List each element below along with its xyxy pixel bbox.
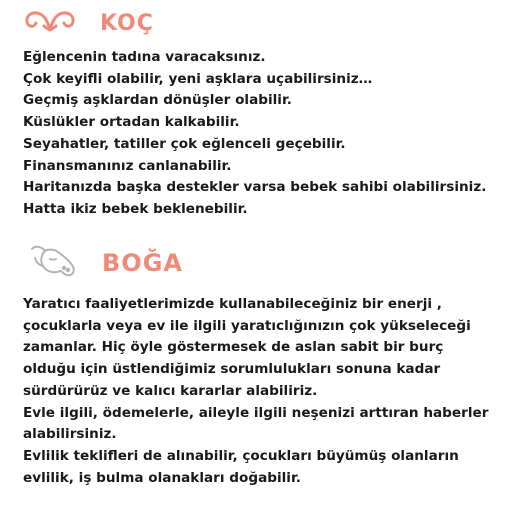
text-line: evlilik, iş bulma olanakları doğabilir.: [23, 469, 301, 486]
text-line: çocuklarla veya ev ile ilgili yaratıclığınızın çok yükseleceği: [23, 317, 471, 334]
text-line: Geçmiş aşklardan dönüşler olabilir.: [23, 92, 292, 109]
text-line: Evle ilgili, ödemelerle, aileyle ilgili neşenizi arttıran haberler: [23, 404, 489, 421]
text-line: Yaratıcı faaliyetlerimizde kullanabileceğiniz bir enerji ,: [23, 296, 442, 312]
text-line: zamanlar. Hiç öyle göstermesek de aslan sabit bir burç: [23, 339, 444, 356]
text-line: Finansmanınız canlanabilir.: [23, 157, 232, 174]
text-line: Eğlencenin tadına varacaksınız.: [23, 49, 266, 65]
text-line: Küslükler ortadan kalkabilir.: [23, 114, 240, 131]
text-line: sürdürürüz ve kalıcı kararlar alabiliriz.: [23, 382, 318, 399]
text-line: Hatta ikiz bebek beklenebilir.: [23, 200, 248, 217]
boga-text: [23, 294, 488, 489]
koc-header: [22, 6, 154, 40]
koc-title: KOÇ: [100, 10, 154, 36]
boga-title: BOĞA: [102, 249, 183, 277]
text-line: Evlilik teklifleri de alınabilir, çocukları büyümüş olanların: [23, 447, 459, 464]
text-line: olduğu için üstlendiğimiz sorumlulukları sonuna kadar: [23, 361, 441, 378]
bull-icon: [28, 241, 80, 285]
text-line: Seyahatler, tatiller çok eğlenceli geçebilir.: [23, 135, 346, 152]
text-line: alabilirsiniz.: [23, 426, 117, 443]
ram-icon: [22, 8, 78, 38]
boga-header: [28, 238, 183, 288]
text-line: Çok keyifli olabilir, yeni aşklara uçabilirsiniz…: [23, 70, 373, 87]
text-line: Haritanızda başka destekler varsa bebek sahibi olabilirsiniz.: [23, 179, 487, 196]
koc-text: [23, 47, 486, 221]
